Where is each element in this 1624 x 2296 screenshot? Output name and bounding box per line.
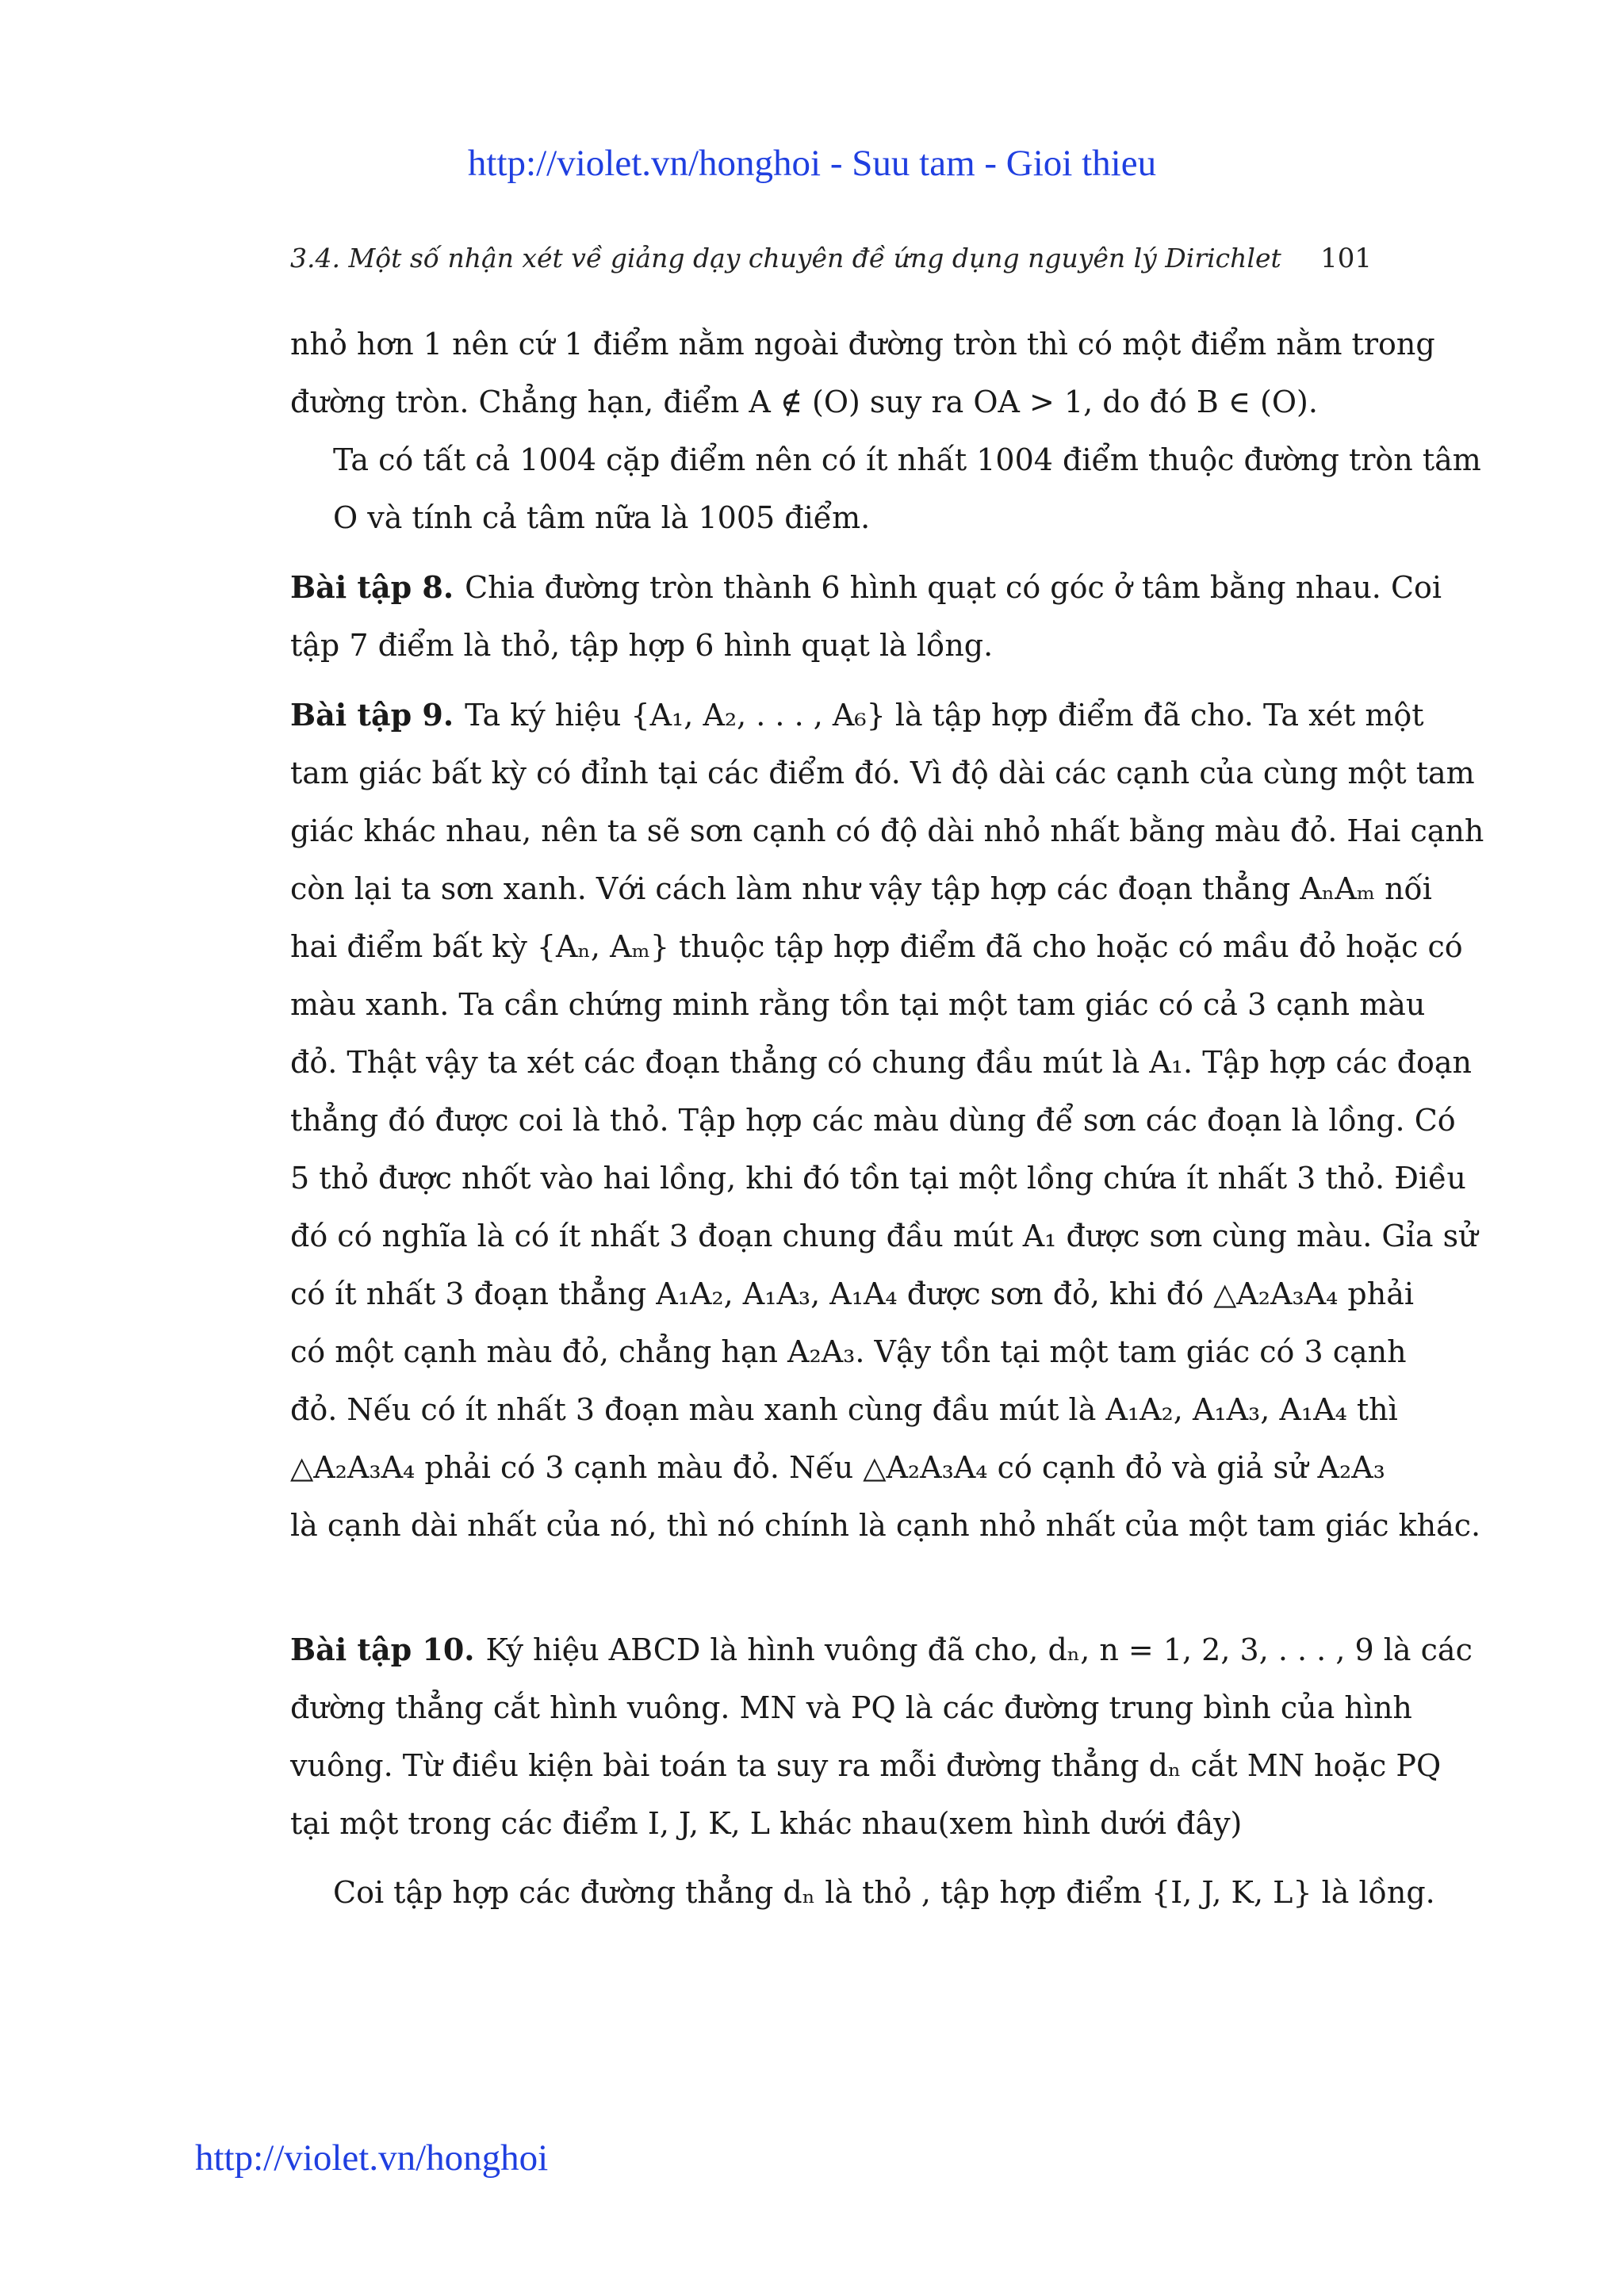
exercise-label: Bài tập 9. <box>290 697 454 733</box>
exercise-8 <box>290 558 1442 675</box>
source-watermark-top[interactable]: http://violet.vn/honghoi - Suu tam - Gioi thieu <box>467 143 1157 184</box>
text-line: O và tính cả tâm nữa là 1005 điểm. <box>333 500 871 535</box>
text-line: đường tròn. Chẳng hạn, điểm A ∉ (O) suy ra OA > 1, do đó B ∈ (O). <box>290 385 1318 419</box>
text-line: nhỏ hơn 1 nên cứ 1 điểm nằm ngoài đường tròn thì có một điểm nằm trong <box>290 327 1435 362</box>
source-watermark-bottom[interactable]: http://violet.vn/honghoi <box>195 2137 549 2179</box>
text-line: màu xanh. Ta cần chứng minh rằng tồn tại một tam giác có cả 3 cạnh màu <box>290 987 1426 1022</box>
page-number: 101 <box>1320 243 1372 274</box>
paragraph-1004-pairs <box>290 431 1481 547</box>
text-line: tập 7 điểm là thỏ, tập hợp 6 hình quạt là lồng. <box>290 628 994 663</box>
text-line: là cạnh dài nhất của nó, thì nó chính là cạnh nhỏ nhất của một tam giác khác. <box>290 1508 1481 1543</box>
text-line: Ta có tất cả 1004 cặp điểm nên có ít nhất 1004 điểm thuộc đường tròn tâm <box>333 442 1481 477</box>
text-line: có ít nhất 3 đoạn thẳng A₁A₂, A₁A₃, A₁A₄ được sơn đỏ, khi đó △A₂A₃A₄ phải <box>290 1276 1415 1311</box>
text-line: đường thẳng cắt hình vuông. MN và PQ là các đường trung bình của hình <box>290 1690 1412 1725</box>
text-line: còn lại ta sơn xanh. Với cách làm như vậy tập hợp các đoạn thẳng AₙAₘ nối <box>290 871 1432 906</box>
body-text <box>290 316 1484 1922</box>
text-line: △A₂A₃A₄ phải có 3 cạnh màu đỏ. Nếu △A₂A₃A₄ có cạnh đỏ và giả sử A₂A₃ <box>290 1450 1385 1485</box>
text-line: vuông. Từ điều kiện bài toán ta suy ra mỗi đường thẳng dₙ cắt MN hoặc PQ <box>290 1748 1442 1783</box>
text-line: hai điểm bất kỳ {Aₙ, Aₘ} thuộc tập hợp điểm đã cho hoặc có mầu đỏ hoặc có <box>290 929 1463 964</box>
text-line-content: Chia đường tròn thành 6 hình quạt có góc ở tâm bằng nhau. Coi <box>465 570 1442 605</box>
text-line: tam giác bất kỳ có đỉnh tại các điểm đó. Vì độ dài các cạnh của cùng một tam <box>290 756 1475 790</box>
paragraph-continuation <box>290 316 1435 431</box>
text-line-content: Ta ký hiệu {A₁, A₂, . . . , A₆} là tập hợp điểm đã cho. Ta xét một <box>465 698 1424 733</box>
text-line: thẳng đó được coi là thỏ. Tập hợp các màu dùng để sơn các đoạn là lồng. Có <box>290 1103 1456 1138</box>
text-line-content: Ký hiệu ABCD là hình vuông đã cho, dₙ, n = 1, 2, 3, . . . , 9 là các <box>485 1632 1473 1667</box>
text-line <box>290 686 1424 744</box>
text-line: đỏ. Nếu có ít nhất 3 đoạn màu xanh cùng đầu mút là A₁A₂, A₁A₃, A₁A₄ thì <box>290 1392 1398 1427</box>
text-line: Coi tập hợp các đường thẳng dₙ là thỏ , tập hợp điểm {I, J, K, L} là lồng. <box>333 1875 1435 1910</box>
running-head <box>290 239 1372 277</box>
text-line: 5 thỏ được nhốt vào hai lồng, khi đó tồn tại một lồng chứa ít nhất 3 thỏ. Điều <box>290 1161 1466 1196</box>
exercise-10 <box>290 1621 1473 1853</box>
text-line: đó có nghĩa là có ít nhất 3 đoạn chung đầu mút A₁ được sơn cùng màu. Gỉa sử <box>290 1219 1478 1253</box>
text-line: có một cạnh màu đỏ, chẳng hạn A₂A₃. Vậy tồn tại một tam giác có 3 cạnh <box>290 1334 1407 1369</box>
paragraph-rabbits-cages <box>290 1864 1435 1922</box>
exercise-9 <box>290 686 1484 1555</box>
exercise-label: Bài tập 10. <box>290 1632 475 1667</box>
text-line: tại một trong các điểm I, J, K, L khác nhau(xem hình dưới đây) <box>290 1806 1243 1841</box>
exercise-label: Bài tập 8. <box>290 569 454 605</box>
running-head-title: 3.4. Một số nhận xét về giảng dạy chuyên đề ứng dụng nguyên lý Dirichlet <box>290 243 1281 274</box>
text-line <box>290 558 1442 617</box>
text-line: đỏ. Thật vậy ta xét các đoạn thẳng có chung đầu mút là A₁. Tập hợp các đoạn <box>290 1045 1472 1080</box>
text-line <box>290 1621 1473 1679</box>
text-line: giác khác nhau, nên ta sẽ sơn cạnh có độ dài nhỏ nhất bằng màu đỏ. Hai cạnh <box>290 813 1484 848</box>
